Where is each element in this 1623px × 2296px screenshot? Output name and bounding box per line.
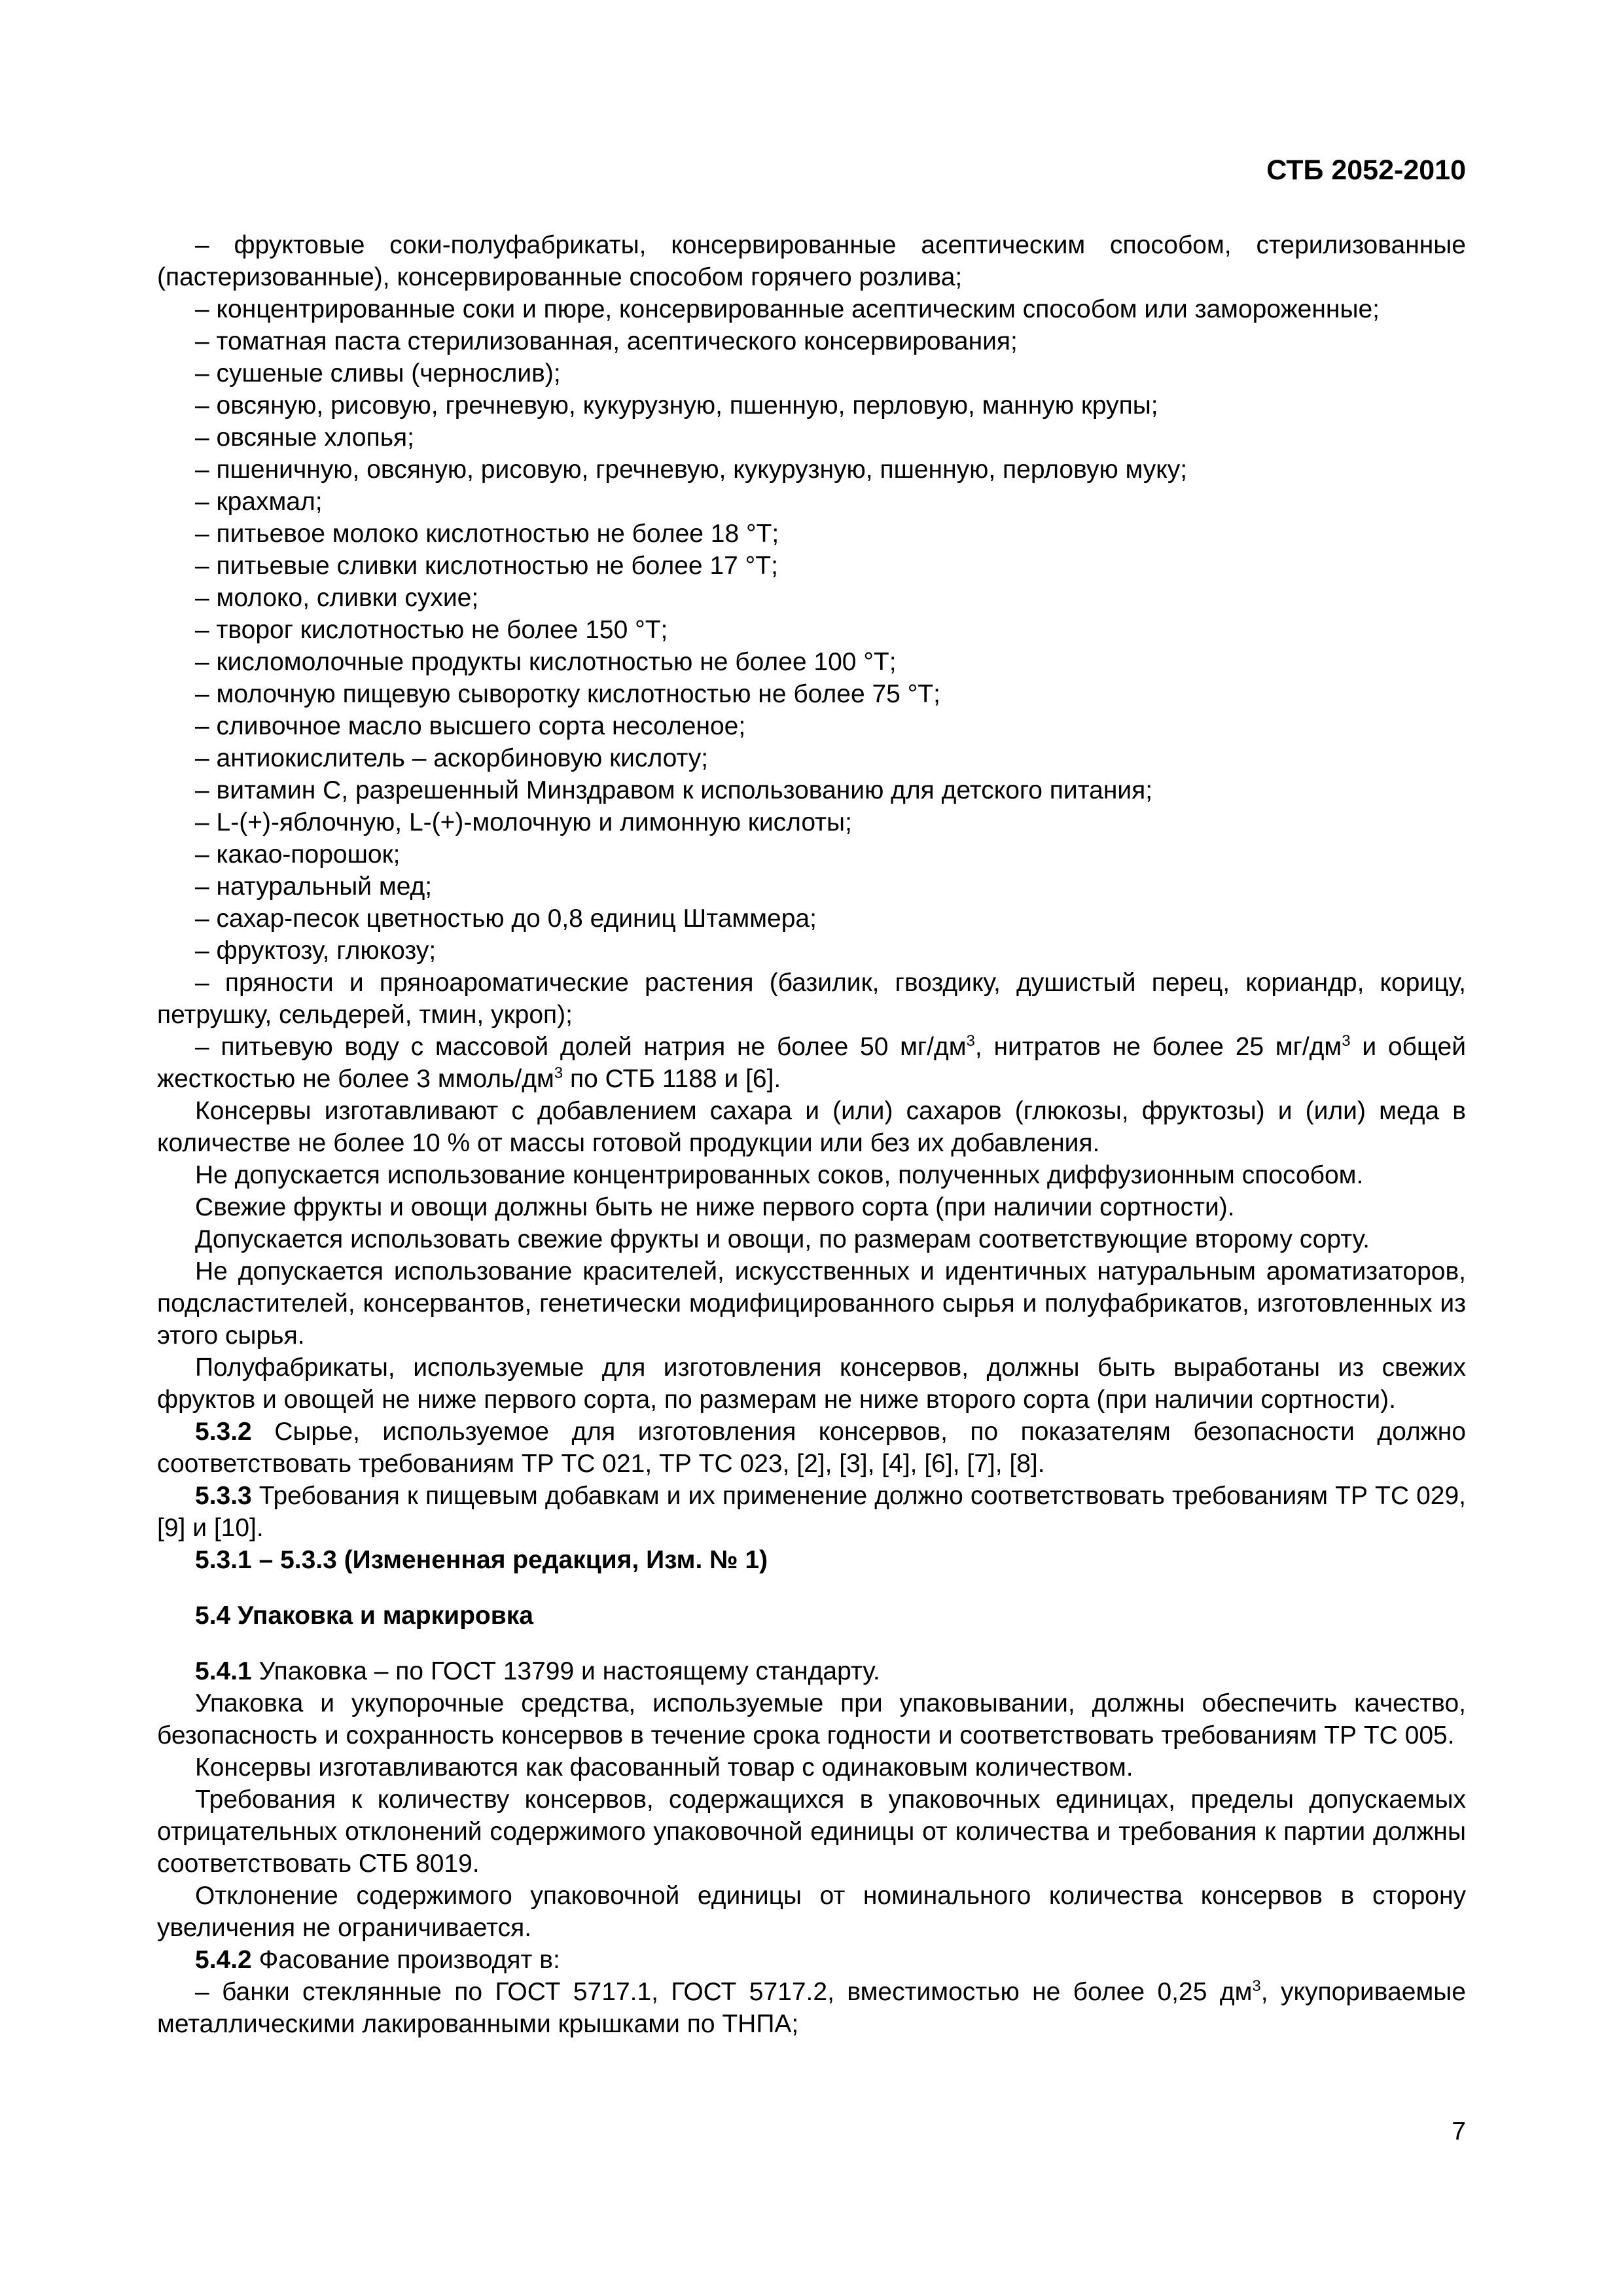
list-item: – сахар-песок цветностью до 0,8 единиц Штаммера;	[195, 905, 817, 933]
list-item: – пряности и пряноароматические растения (базилик, гвоздику, душистый перец, кориандр, корицу, петрушку, сельдерей, тмин, укроп);	[157, 969, 1466, 1029]
list-item: – питьевое молоко кислотностью не более 18 °Т;	[195, 520, 779, 548]
list-item: – творог кислотностью не более 150 °Т;	[195, 616, 668, 644]
paragraph: Консервы изготавливают с добавлением сахара и (или) сахаров (глюкозы, фруктозы) и (или) меда в количестве не более 10 % от массы готовой продукции или без их добавления.	[157, 1097, 1466, 1157]
list-item: – пшеничную, овсяную, рисовую, гречневую, кукурузную, пшенную, перловую муку;	[195, 456, 1188, 484]
superscript: 3	[1252, 1977, 1261, 1995]
list-item: – L-(+)-яблочную, L-(+)-молочную и лимонную кислоты;	[195, 808, 852, 836]
paragraph: Требования к количеству консервов, содержащихся в упаковочных единицах, пределы допускаемых отрицательных отклонений содержимого упаковочной единицы от количества и требования к партии должны соответствовать СТБ 8019.	[157, 1785, 1466, 1878]
list-item: – натуральный мед;	[195, 872, 433, 901]
list-item: – витамин С, разрешенный Минздравом к использованию для детского питания;	[195, 776, 1153, 804]
paragraph: Полуфабрикаты, используемые для изготовления консервов, должны быть выработаны из свежих фруктов и овощей не ниже первого сорта, по размерам не ниже второго сорта (при наличии сортности).	[157, 1354, 1466, 1414]
clause-number: 5.3.2	[195, 1418, 252, 1446]
clause-5-3-3	[157, 1480, 1466, 1544]
clause-text: Упаковка – по ГОСТ 13799 и настоящему стандарту.	[251, 1657, 880, 1685]
superscript: 3	[966, 1032, 975, 1050]
document-body	[157, 229, 1466, 2040]
list-item: – овсяные хлопья;	[195, 423, 414, 452]
water-text: по СТБ 1188 и [6].	[563, 1065, 781, 1093]
list-item: – сливочное масло высшего сорта несоленое;	[195, 712, 746, 740]
list-item: – антиокислитель – аскорбиновую кислоту;	[195, 744, 709, 772]
clause-number: 5.4.1	[195, 1657, 252, 1685]
paragraph: Допускается использовать свежие фрукты и овощи, по размерам соответствующие второму сорту.	[195, 1225, 1370, 1253]
list-item: – томатная паста стерилизованная, асептического консервирования;	[195, 327, 1018, 355]
jars-text: , укупориваемые металлическими лакированными крышками по ТНПА;	[157, 1978, 1467, 2038]
paragraph: Упаковка и укупорочные средства, используемые при упаковывании, должны обеспечить качество, безопасность и сохранность консервов в течение срока годности и соответствовать требованиям ТР ТС 005.	[157, 1689, 1466, 1749]
list-item: – какао-порошок;	[195, 840, 401, 869]
list-item-water	[157, 1031, 1466, 1095]
paragraph: Отклонение содержимого упаковочной единицы от номинального количества консервов в сторону увеличения не ограничивается.	[157, 1882, 1466, 1942]
paragraph: Свежие фрукты и овощи должны быть не ниже первого сорта (при наличии сортности).	[195, 1193, 1235, 1221]
amendment-note: 5.3.1 – 5.3.3 (Измененная редакция, Изм. № 1)	[195, 1546, 768, 1574]
water-text: , нитратов не более 25 мг/дм	[974, 1033, 1342, 1061]
list-item: – фруктовые соки-полуфабрикаты, консервированные асептическим способом, стерилизованные (пастеризованные), консервированные способом горячего розлива;	[157, 231, 1466, 291]
water-text: и общей жесткостью не более 3 ммоль/дм	[157, 1033, 1466, 1093]
list-item: – питьевые сливки кислотностью не более 17 °Т;	[195, 552, 778, 580]
water-text: – питьевую воду с массовой долей натрия не более 50 мг/дм	[195, 1033, 967, 1061]
paragraph: Не допускается использование концентрированных соков, полученных диффузионным способом.	[195, 1161, 1364, 1189]
list-item: – концентрированные соки и пюре, консервированные асептическим способом или замороженные;	[195, 295, 1380, 323]
paragraph: Консервы изготавливаются как фасованный товар с одинаковым количеством.	[195, 1753, 1133, 1782]
list-item: – кисломолочные продукты кислотностью не более 100 °Т;	[195, 648, 897, 676]
list-item: – фруктозу, глюкозу;	[195, 937, 437, 965]
clause-number: 5.3.3	[195, 1482, 252, 1510]
clause-number: 5.4.2	[195, 1946, 252, 1974]
list-item: – крахмал;	[195, 488, 323, 516]
jars-text: – банки стеклянные по ГОСТ 5717.1, ГОСТ 5717.2, вместимостью не более 0,25 дм	[195, 1978, 1253, 2006]
superscript: 3	[1342, 1032, 1351, 1050]
list-item: – сушеные сливы (чернослив);	[195, 359, 561, 387]
clause-text: Требования к пищевым добавкам и их применение должно соответствовать требованиям ТР ТС 029, [9] и [10].	[157, 1482, 1466, 1542]
list-item: – молоко, сливки сухие;	[195, 584, 479, 612]
paragraph: Не допускается использование красителей, искусственных и идентичных натуральным ароматизаторов, подсластителей, консервантов, генетически модифицированного сырья и полуфабрикатов, изготовленных из этого сырья.	[157, 1257, 1466, 1350]
list-item: – овсяную, рисовую, гречневую, кукурузную, пшенную, перловую, манную крупы;	[195, 391, 1158, 420]
clause-5-4-2	[157, 1944, 1466, 1976]
clause-text: Сырье, используемое для изготовления консервов, по показателям безопасности должно соответствовать требованиям ТР ТС 021, ТР ТС 023, [2], [3], [4], [6], [7], [8].	[157, 1418, 1466, 1478]
document-header: СТБ 2052-2010	[1266, 154, 1466, 186]
list-item-jars	[157, 1976, 1466, 2040]
section-heading: 5.4 Упаковка и маркировка	[195, 1602, 533, 1630]
clause-5-3-2	[157, 1416, 1466, 1480]
list-item: – молочную пищевую сыворотку кислотностью не более 75 °Т;	[195, 680, 940, 708]
page-number: 7	[1452, 2117, 1466, 2145]
clause-5-4-1	[157, 1655, 1466, 1687]
superscript: 3	[554, 1064, 563, 1082]
clause-text: Фасование производят в:	[251, 1946, 560, 1974]
